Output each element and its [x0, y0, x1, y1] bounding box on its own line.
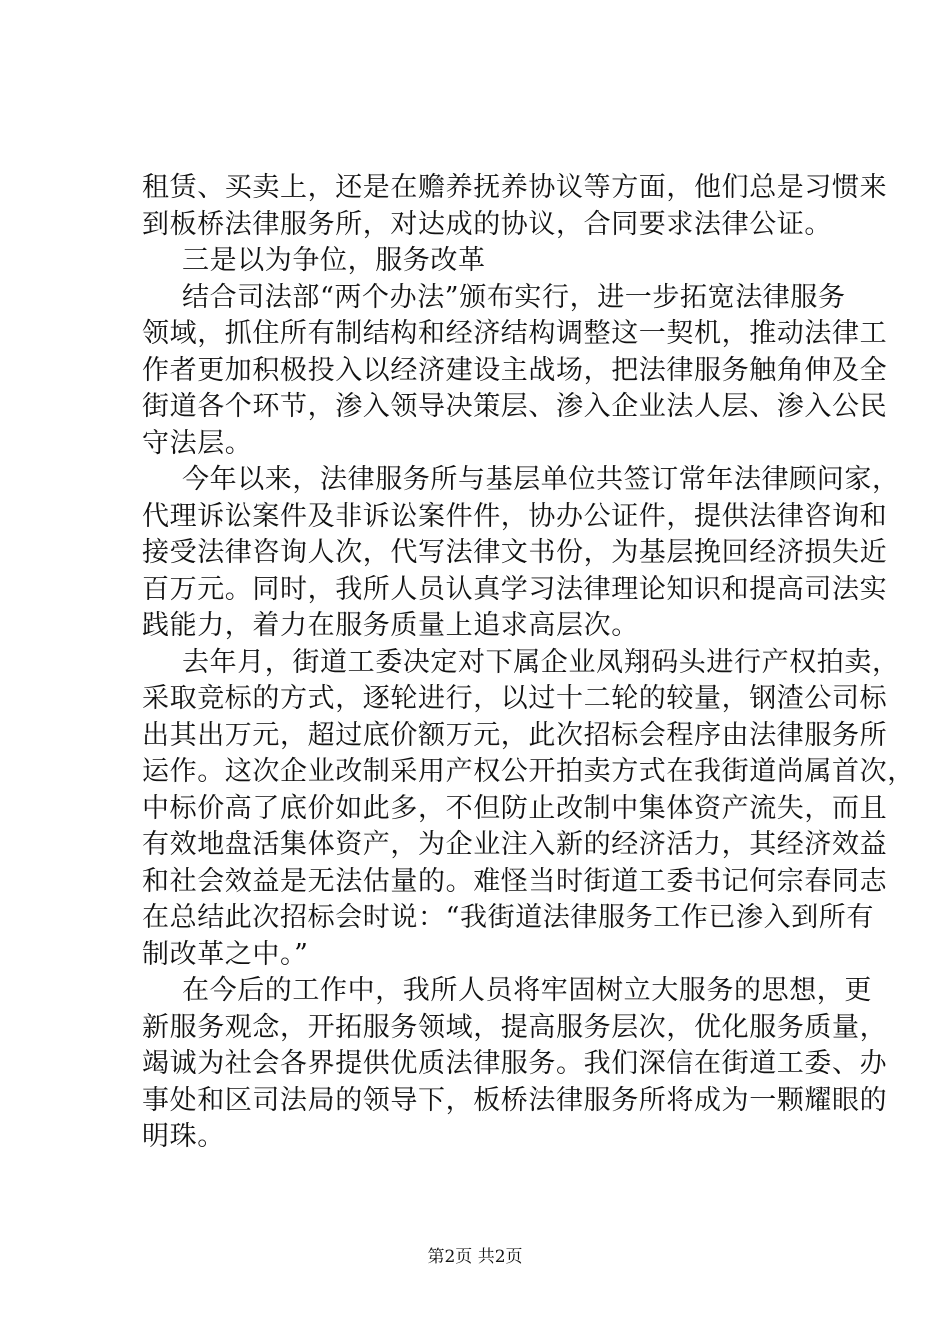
- text-line: 百万元。同时，我所人员认真学习法律理论知识和提高司法实: [142, 573, 888, 605]
- text-line: 守法层。: [142, 427, 253, 459]
- text-line: 运作。这次企业改制采用产权公开拍卖方式在我街道尚属首次，: [142, 756, 915, 787]
- text-line: 出其出万元，超过底价额万元，此次招标会程序由法律服务所: [142, 719, 888, 751]
- text-line: 践能力，着力在服务质量上追求高层次。: [142, 610, 639, 641]
- text-line: 中标价高了底价如此多，不但防止改制中集体资产流失，而且: [142, 792, 888, 824]
- text-line: 制改革之中。”: [142, 938, 309, 970]
- text-line: 和社会效益是无法估量的。难怪当时街道工委书记何宗春同志: [142, 865, 888, 897]
- text-line: 三是以为争位，服务改革: [182, 245, 486, 276]
- text-line: 结合司法部“两个办法”颁布实行，进一步拓宽法律服务: [182, 281, 846, 313]
- text-line: 接受法律咨询人次，代写法律文书份，为基层挽回经济损失近: [142, 537, 888, 568]
- document-body: [142, 170, 915, 1156]
- text-line: 在总结此次招标会时说：“我街道法律服务工作已渗入到所有: [142, 902, 875, 933]
- text-line: 领域，抓住所有制结构和经济结构调整这一契机，推动法律工: [142, 318, 888, 349]
- text-line: 今年以来，法律服务所与基层单位共签订常年法律顾问家，: [182, 464, 900, 495]
- page-footer: 第2页 共2页: [427, 1247, 523, 1267]
- text-line: 街道各个环节，渗入领导决策层、渗入企业法人层、渗入公民: [142, 391, 888, 422]
- text-line: 有效地盘活集体资产，为企业注入新的经济活力，其经济效益: [142, 829, 888, 860]
- text-line: 到板桥法律服务所，对达成的协议，合同要求法律公证。: [142, 208, 832, 240]
- text-line: 租赁、买卖上，还是在赡养抚养协议等方面，他们总是习惯来: [142, 172, 888, 203]
- text-line: 新服务观念，开拓服务领域，提高服务层次，优化服务质量，: [142, 1011, 888, 1043]
- text-line: 代理诉讼案件及非诉讼案件件，协办公证件，提供法律咨询和: [142, 500, 888, 532]
- text-line: 作者更加积极投入以经济建设主战场，把法律服务触角伸及全: [142, 354, 888, 386]
- text-line: 在今后的工作中，我所人员将牢固树立大服务的思想，更: [182, 975, 872, 1006]
- text-line: 事处和区司法局的领导下，板桥法律服务所将成为一颗耀眼的: [142, 1084, 888, 1116]
- text-line: 明珠。: [142, 1121, 225, 1152]
- text-line: 竭诚为社会各界提供优质法律服务。我们深信在街道工委、办: [142, 1048, 888, 1079]
- text-line: 去年月，街道工委决定对下属企业凤翔码头进行产权拍卖，: [182, 646, 900, 678]
- text-line: 采取竞标的方式，逐轮进行，以过十二轮的较量，钢渣公司标: [142, 683, 888, 714]
